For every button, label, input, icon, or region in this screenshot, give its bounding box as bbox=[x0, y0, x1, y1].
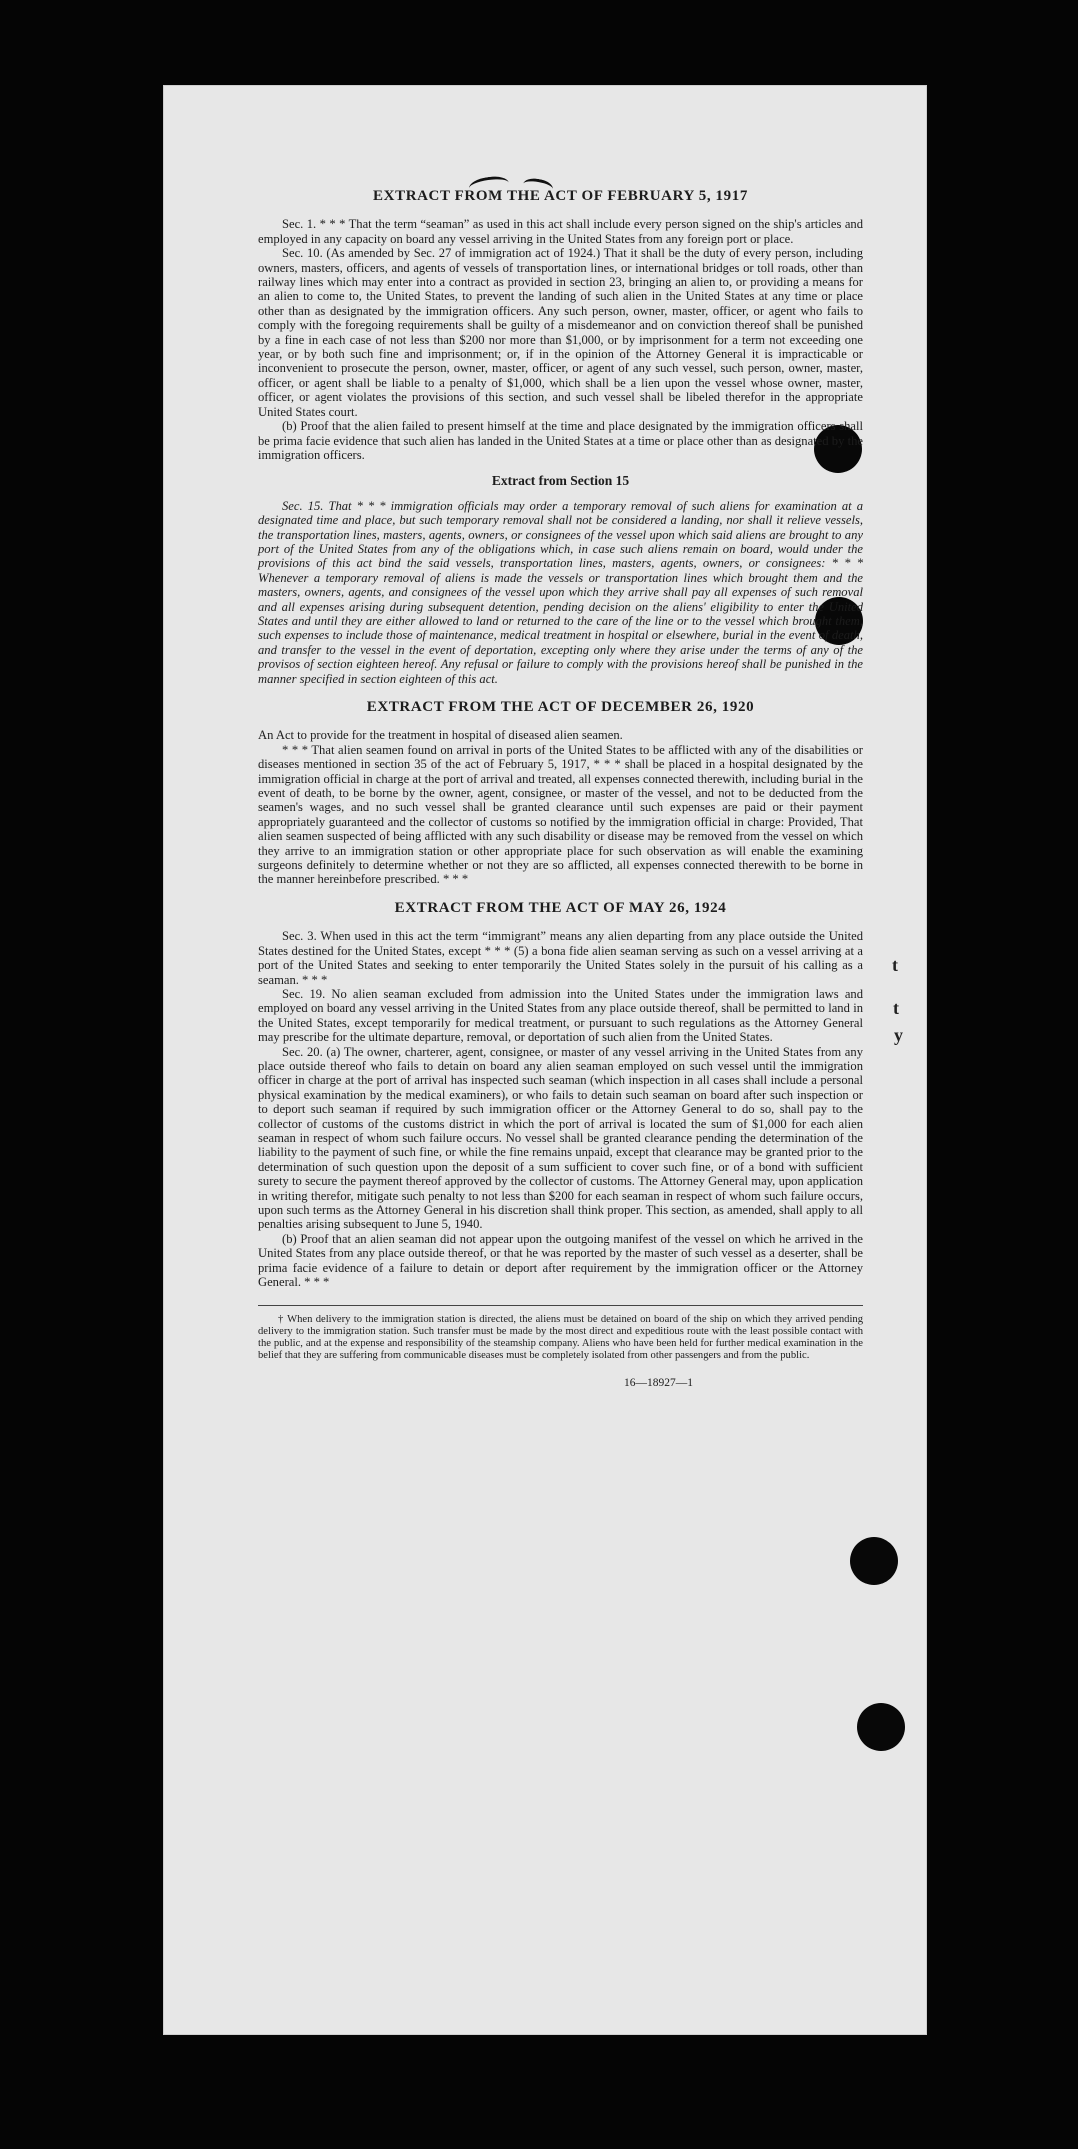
paragraph-1924-sec19: Sec. 19. No alien seaman excluded from admission into the United States under the immigration laws and employed on board any vessel arriving in the United States from any place outside thereof, shall be permitted to land in the United States, except temporarily for medical treatment, or pursuant to such regulations as the Attorney General may prescribe for the ultimate departure, removal, or deportation of such alien from the United States. bbox=[258, 986, 863, 1045]
paragraph-sec1: Sec. 1. * * * That the term “seaman” as used in this act shall include every person signed on the ship's articles and employed in any capacity on board any vessel arriving in the United States from any foreign port or place. bbox=[258, 217, 863, 246]
subheading-section-15: Extract from Section 15 bbox=[491, 473, 630, 489]
margin-mark: t bbox=[892, 955, 898, 975]
paragraph-sec10: Sec. 10. (As amended by Sec. 27 of immigration act of 1924.) That it shall be the duty of every person, including owners, masters, officers, and agents of vessels of transportation lines, or international bridges or toll roads, other than railway lines which may enter into a contract as provided in section 23, bringing an alien to, or providing a means for an alien to come to, the United States, to prevent the landing of such alien in the United States at any time or place other than as designated by the immigration officers. Any such person, owner, master, officer, or agent who fails to comply with the foregoing requirements shall be guilty of a misdemeanor and on conviction thereof shall be punished by a fine in each case of not less than $200 nor more than $1,000, or by imprisonment for a term not exceeding one year, or by both such fine and imprisonment; or, if in the opinion of the Attorney General it is impracticable or inconvenient to prosecute the person, owner, master, officer, or agent of any such vessel, such person, owner, master, officer, or agent shall be liable to a penalty of $1,000, which shall be a lien upon the vessel whose owner, master, officer, or agent violates the provisions of this section, and such vessel shall be libeled therefor in the appropriate United States court. bbox=[258, 246, 863, 419]
paragraph-1920-title: An Act to provide for the treatment in hospital of diseased alien seamen. bbox=[258, 728, 623, 743]
form-code: 16—18927—1 bbox=[624, 1377, 693, 1390]
punch-hole bbox=[850, 1537, 898, 1585]
section-heading-1924: EXTRACT FROM THE ACT OF MAY 26, 1924 bbox=[394, 899, 727, 916]
section-heading-1917: EXTRACT FROM THE ACT OF FEBRUARY 5, 1917 bbox=[373, 188, 748, 204]
section-heading-1920: EXTRACT FROM THE ACT OF DECEMBER 26, 1920 bbox=[366, 699, 755, 715]
punch-hole bbox=[857, 1703, 905, 1751]
paragraph-1924-sec20a: Sec. 20. (a) The owner, charterer, agent, consignee, or master of any vessel arriving in the United States from any place outside thereof who fails to detain on board any alien seaman employed on such vessel until the immigration officer in charge at the port of arrival has inspected such seaman (which inspection in all cases shall include a personal physical examination by the medical examiners), or who fails to detain such seaman on board after such inspection or to deport such seaman if required by such immigration officer or the Attorney General to do so, shall pay to the collector of customs of the customs district in which the port of arrival is located the sum of $1,000 for each alien seaman in respect of whom such failure occurs. No vessel shall be granted clearance pending the determination of the liability to the payment of such fine, or while the fine remains unpaid, except that clearance may be granted prior to the determination of such question upon the deposit of a sum sufficient to cover such fine, or of a bond with sufficient surety to secure the payment thereof approved by the collector of customs. The Attorney General may, upon application in writing therefor, mitigate such penalty to not less than $200 for each seaman in respect of whom such failure occurs, upon such terms as the Attorney General in his discretion shall think proper. This section, as amended, shall apply to all penalties arising subsequent to June 5, 1940. bbox=[258, 1044, 863, 1232]
paragraph-1920-body: * * * That alien seamen found on arrival in ports of the United States to be afflicted with any of the disabilities or diseases mentioned in section 35 of the act of February 5, 1917, * * * shall be placed in a hospital designated by the immigration official in charge at the port of arrival and treated, all expenses connected therewith, including burial in the event of death, to be borne by the owner, agent, consignee, or master of the vessel, and not to be deducted from the seamen's wages, and no such vessel shall be granted clearance until such expenses are paid or their payment appropriately guaranteed and the collector of customs so notified by the immigration official in charge: Provided, That alien seamen suspected of being afflicted with any such disability or disease may be removed from the vessel on which they arrive to an immigration station or other appropriate place for such observation as will enable the examining surgeons definitely to determine whether or not they are so afflicted, all expenses connected therewith to be borne in the manner hereinbefore prescribed. * * * bbox=[258, 742, 863, 887]
margin-mark: t bbox=[893, 998, 899, 1018]
paragraph-sec10b: (b) Proof that the alien failed to present himself at the time and place designated by the immigration officers shall be prima facie evidence that such alien has landed in the United States at a time or place other than as designated by the immigration officers. bbox=[258, 419, 863, 462]
paragraph-sec15: Sec. 15. That * * * immigration officials may order a temporary removal of such aliens for examination at a designated time and place, but such temporary removal shall not be considered a landing, nor shall it relieve vessels, the transportation lines, masters, agents, owners, or consignees of the vessel upon which said aliens are brought to any port of the United States from any of the obligations which, in case such aliens remain on board, would under the provisions of this act bind the said vessels, transportation lines, masters, agents, owners, or consignees: * * * Whenever a temporary removal of aliens is made the vessels or transportation lines which brought them and the masters, owners, agents, and consignees of the vessel upon which they arrive shall pay all expenses of such removal and all expenses arising during subsequent detention, pending decision on the aliens' eligibility to enter the United States and until they are either allowed to land or returned to the care of the line or to the vessel which brought them, such expenses to include those of maintenance, medical treatment in hospital or elsewhere, burial in the event of death, and transfer to the vessel in the event of deportation, excepting only where they arise under the terms of any of the provisos of section eighteen hereof. Any refusal or failure to comply with the provisions hereof shall be punished in the manner specified in section eighteen of this act. bbox=[258, 498, 863, 686]
document-text bbox=[258, 185, 863, 1391]
document-page bbox=[163, 85, 927, 2035]
paragraph-1924-sec3: Sec. 3. When used in this act the term “immigrant” means any alien departing from any place outside the United States destined for the United States, except * * * (5) a bona fide alien seaman serving as such on a vessel arriving at a port of the United States and seeking to enter temporarily the United States solely in the pursuit of his calling as a seaman. * * * bbox=[258, 929, 863, 987]
margin-mark: y bbox=[894, 1025, 903, 1045]
paragraph-1924-sec20b: (b) Proof that an alien seaman did not appear upon the outgoing manifest of the vessel on which he arrived in the United States from any place outside thereof, or that he was reported by the master of such vessel as a deserter, shall be prima facie evidence of a failure to detain or deport after requirement by the immigration officer or the Attorney General. * * * bbox=[258, 1231, 863, 1290]
footnote: † When delivery to the immigration station is directed, the aliens must be detained on board of the ship on which they arrived pending delivery to the immigration station. Such transfer must be made by the most direct and expeditious route with the least possible contact with the public, and at the expense and responsibility of the steamship company. Aliens who have been held for further medical examination in the belief that they are suffering from communicable diseases must be completely isolated from other passengers and from the public. bbox=[258, 1305, 863, 1362]
